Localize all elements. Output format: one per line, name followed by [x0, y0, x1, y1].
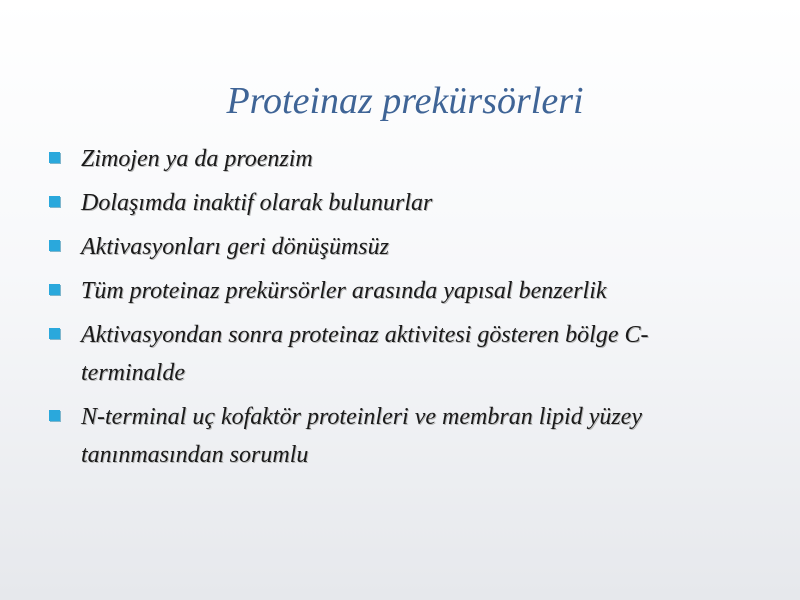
bullet-text: Zimojen ya da proenzim [81, 146, 313, 172]
bullet-text: Dolaşımda inaktif olarak bulunurlar [81, 190, 433, 216]
bullet-item [0, 140, 800, 178]
bullet-item [0, 272, 800, 310]
slide-title: Proteinaz prekürsörleri [226, 80, 584, 122]
square-bullet-icon [49, 240, 60, 251]
square-bullet-icon [49, 410, 60, 421]
bullet-item [0, 184, 800, 222]
square-bullet-icon [49, 328, 60, 339]
bullet-item [0, 228, 800, 266]
bullet-text: Aktivasyondan sonra proteinaz aktivitesi gösteren bölge C-terminalde [81, 322, 649, 386]
bullet-text: Aktivasyonları geri dönüşümsüz [81, 234, 389, 260]
bullet-list [0, 140, 800, 480]
bullet-item [0, 316, 800, 392]
square-bullet-icon [49, 196, 60, 207]
square-bullet-icon [49, 152, 60, 163]
bullet-item [0, 398, 800, 474]
bullet-text: N-terminal uç kofaktör proteinleri ve membran lipid yüzey tanınmasından sorumlu [81, 404, 642, 468]
square-bullet-icon [49, 284, 60, 295]
bullet-text: Tüm proteinaz prekürsörler arasında yapısal benzerlik [81, 278, 607, 304]
